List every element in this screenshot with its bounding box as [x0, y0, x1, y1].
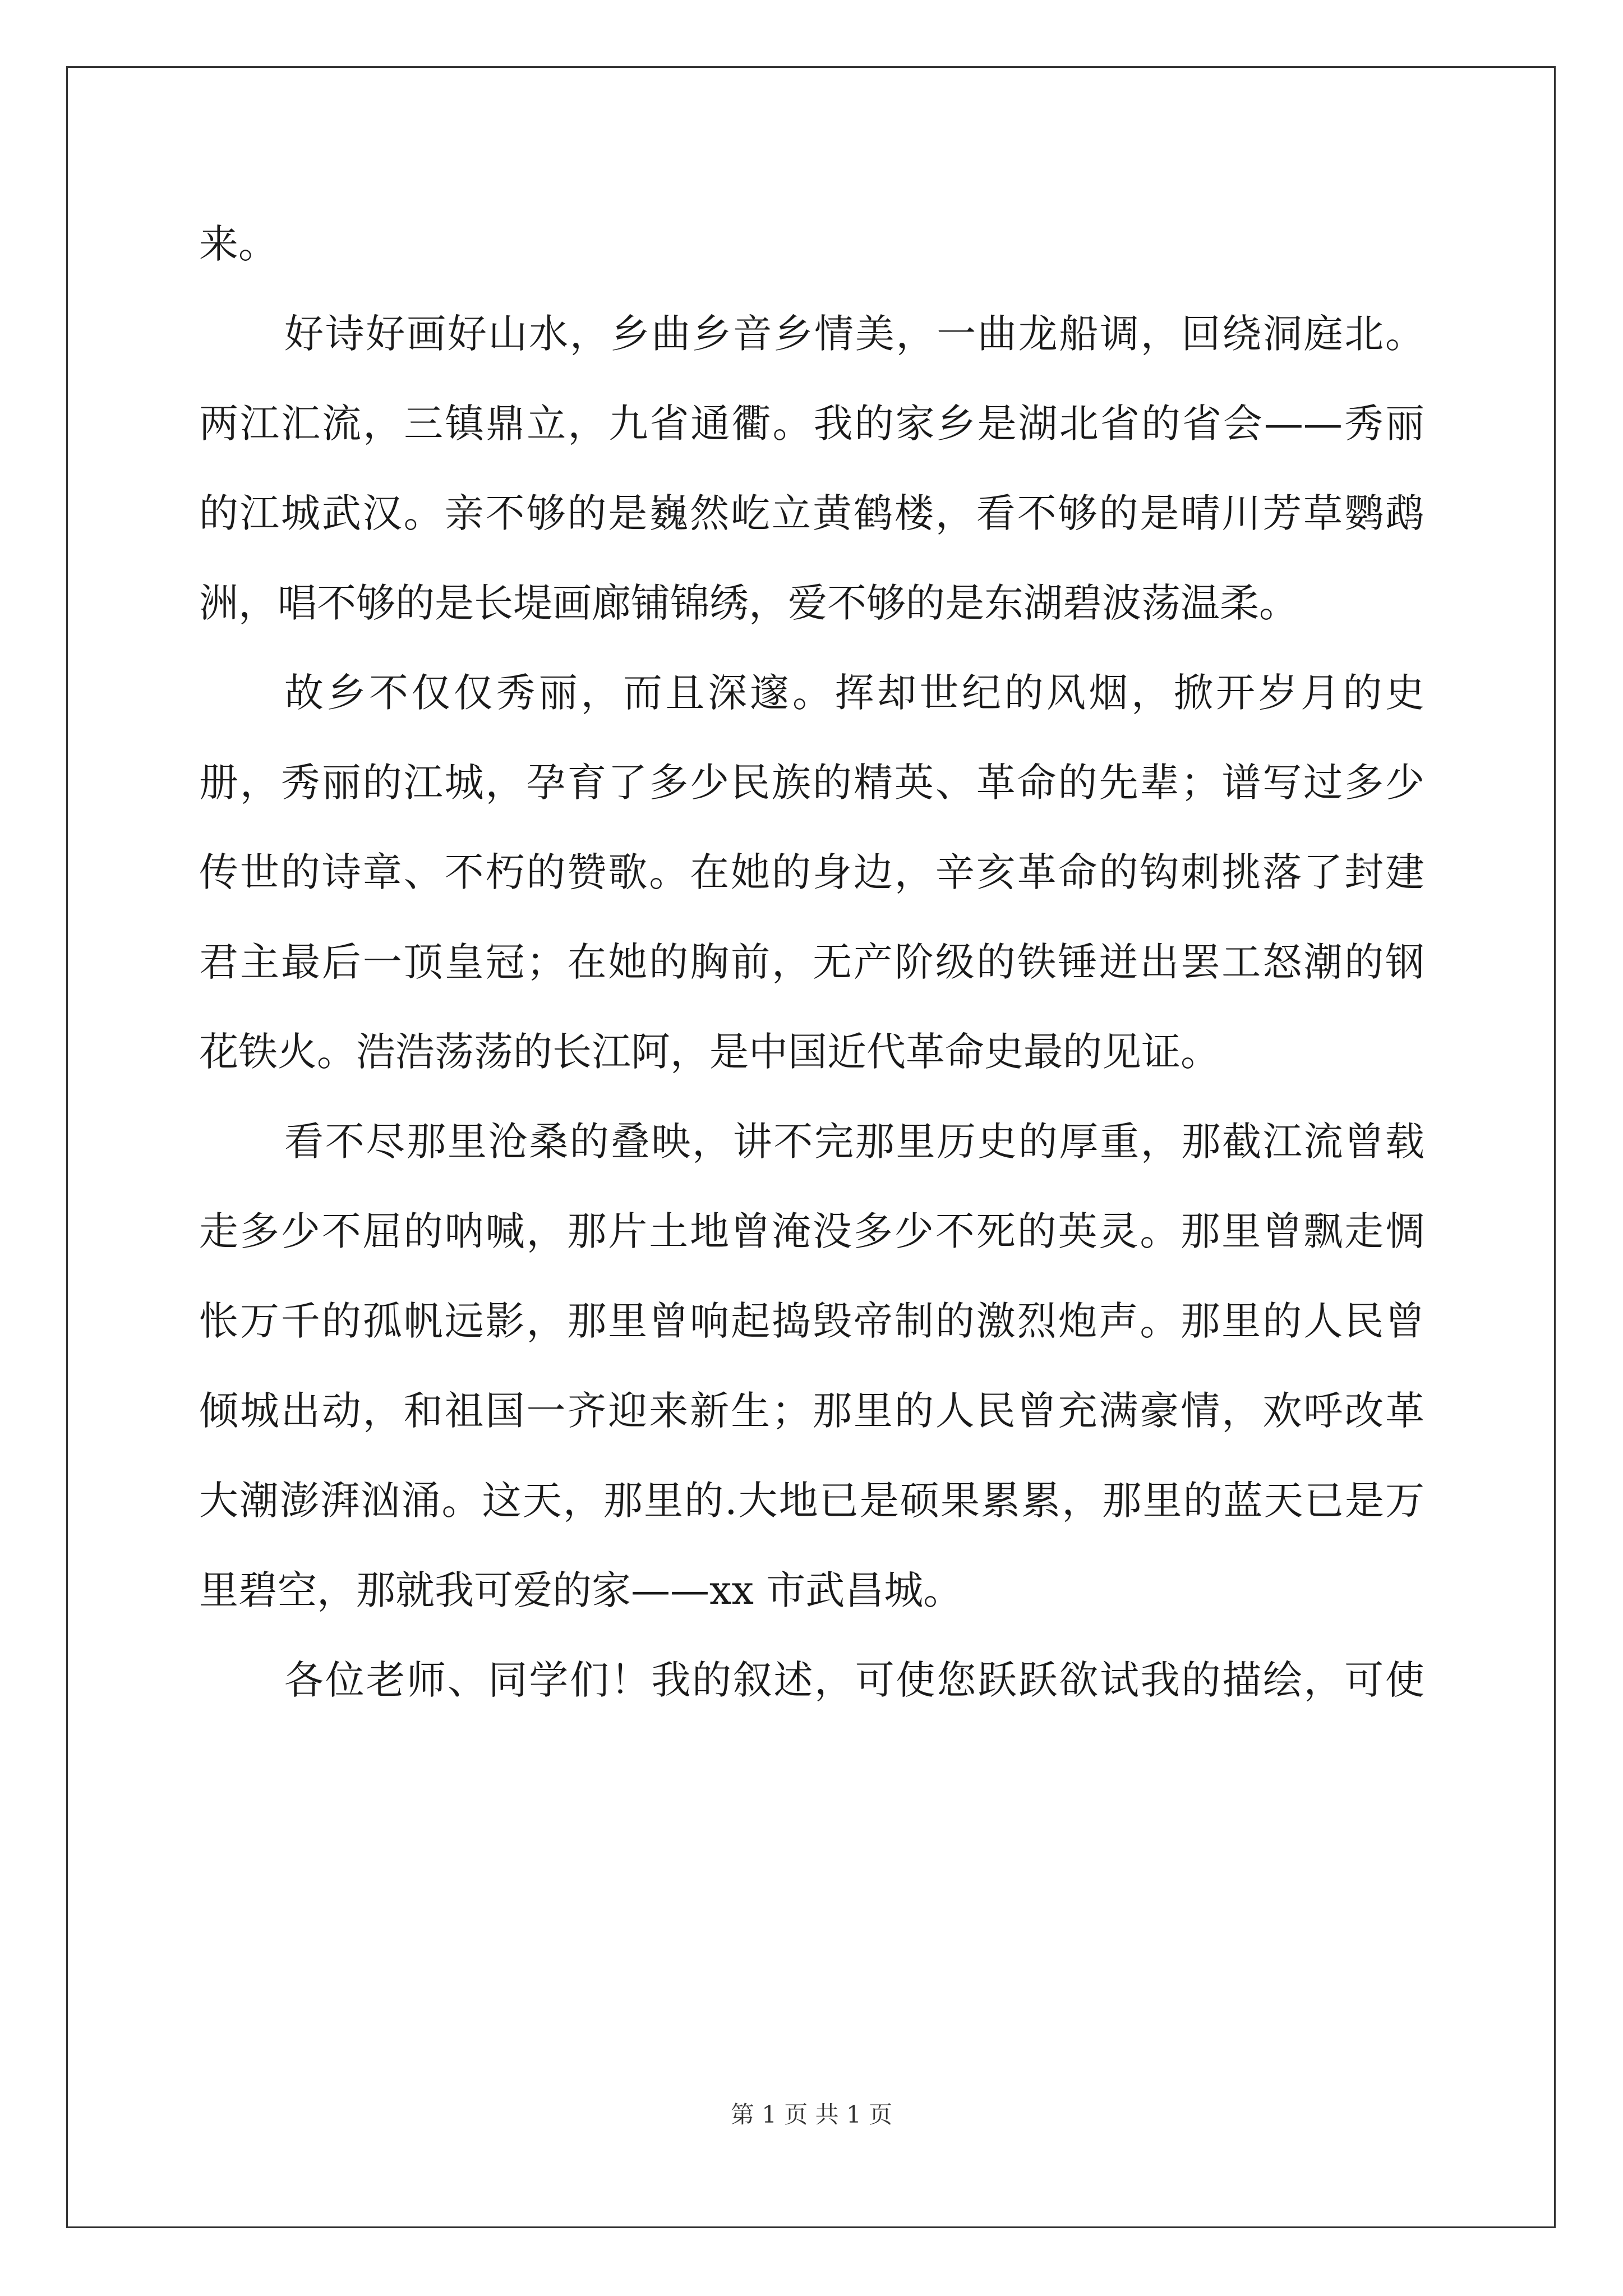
- text-line: 两江汇流，三镇鼎立，九省通衢。我的家乡是湖北省的省会——秀丽: [199, 401, 1424, 447]
- text-line: 倾城出动，和祖国一齐迎来新生；那里的人民曾充满豪情，欢呼改革: [199, 1388, 1424, 1434]
- text-line: 各位老师、同学们！我的叙述，可使您跃跃欲试我的描绘，可使: [284, 1657, 1424, 1703]
- text-line: 的江城武汉。亲不够的是巍然屹立黄鹤楼，看不够的是晴川芳草鹦鹉: [199, 490, 1424, 536]
- text-line: 大潮澎湃汹涌。这天，那里的.大地已是硕果累累，那里的蓝天已是万: [199, 1478, 1424, 1524]
- text-line: 传世的诗章、不朽的赞歌。在她的身边，辛亥革命的钩刺挑落了封建: [199, 849, 1424, 895]
- text-line: 怅万千的孤帆远影，那里曾响起捣毁帝制的激烈炮声。那里的人民曾: [199, 1298, 1424, 1344]
- page-number-footer: 第 1 页 共 1 页: [730, 2101, 893, 2128]
- text-line: 走多少不屈的呐喊，那片土地曾淹没多少不死的英灵。那里曾飘走惆: [199, 1208, 1424, 1254]
- text-line: 君主最后一顶皇冠；在她的胸前，无产阶级的铁锤迸出罢工怒潮的钢: [199, 939, 1424, 985]
- text-line: 看不尽那里沧桑的叠映，讲不完那里历史的厚重，那截江流曾载: [284, 1119, 1424, 1165]
- text-line: 洲，唱不够的是长堤画廊铺锦绣，爱不够的是东湖碧波荡温柔。: [199, 580, 1298, 626]
- text-line: 故乡不仅仅秀丽，而且深邃。挥却世纪的风烟，掀开岁月的史: [284, 670, 1424, 716]
- text-line: 来。: [199, 221, 278, 267]
- text-line: 册，秀丽的江城，孕育了多少民族的精英、革命的先辈；谱写过多少: [199, 760, 1424, 806]
- text-line: 花铁火。浩浩荡荡的长江阿，是中国近代革命史最的见证。: [199, 1029, 1220, 1075]
- text-line: 里碧空，那就我可爱的家——xx 市武昌城。: [199, 1567, 963, 1613]
- text-line: 好诗好画好山水，乡曲乡音乡情美，一曲龙船调，回绕洞庭北。: [284, 311, 1424, 357]
- document-body: [199, 199, 1424, 1725]
